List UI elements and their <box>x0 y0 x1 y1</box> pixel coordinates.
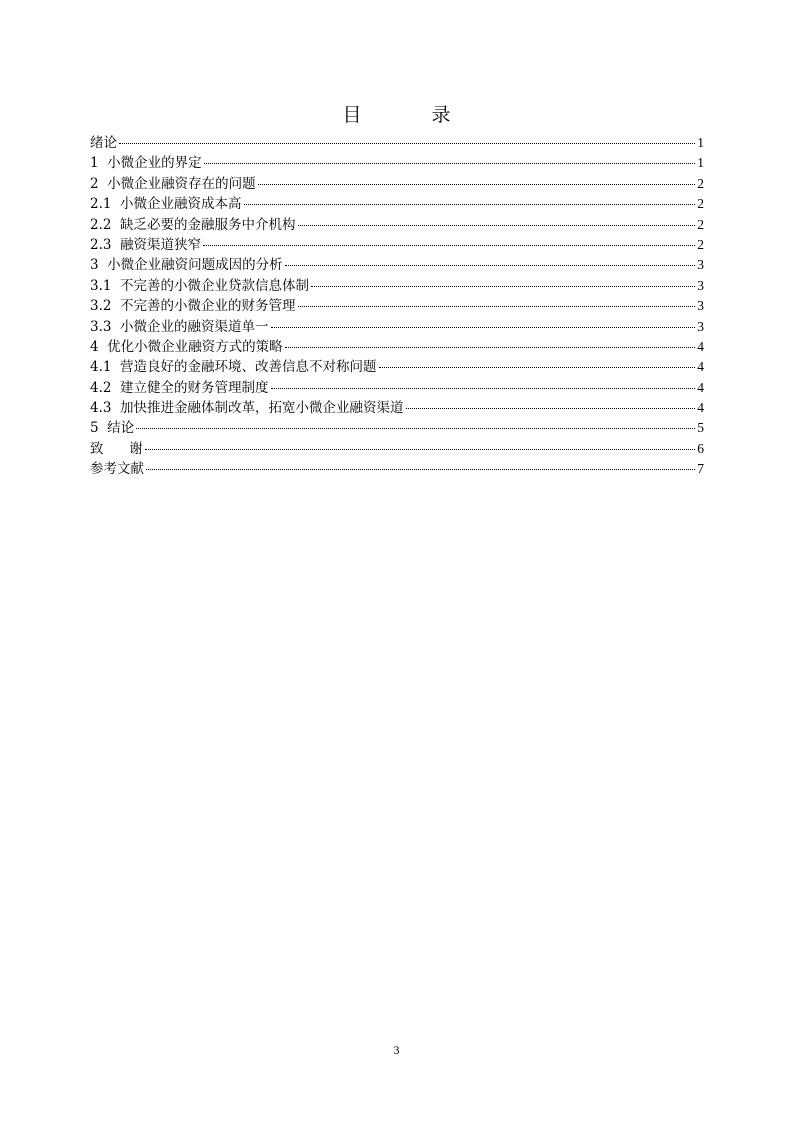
toc-entry-label: 1 小微企业的界定 <box>90 155 202 172</box>
toc-entry-label: 3 小微企业融资问题成因的分析 <box>90 257 283 274</box>
toc-entry[interactable] <box>90 337 704 357</box>
dot-leader <box>204 163 696 164</box>
toc-entry[interactable] <box>90 235 704 255</box>
toc-entry-page: 2 <box>697 236 704 252</box>
toc-entry[interactable] <box>90 357 704 377</box>
toc-entry-page: 2 <box>697 216 704 232</box>
toc-entry-page: 4 <box>697 400 704 416</box>
toc-entry-page: 6 <box>697 440 704 456</box>
dot-leader <box>379 367 696 368</box>
toc-entry-page: 1 <box>697 135 704 150</box>
toc-entry-label: 2.3 融资渠道狭窄 <box>90 236 202 253</box>
toc-entry[interactable] <box>90 153 704 173</box>
toc-entry[interactable] <box>90 296 704 316</box>
dot-leader <box>311 286 695 287</box>
toc-entry-label: 4.1 营造良好的金融环境、改善信息不对称问题 <box>90 359 377 376</box>
toc-entry-label: 5 结论 <box>90 420 135 437</box>
toc-entry-page: 7 <box>697 461 704 477</box>
toc-entry-page: 4 <box>697 359 704 375</box>
dot-leader <box>271 327 696 328</box>
page-number: 3 <box>393 1043 400 1057</box>
toc-entry-page: 3 <box>697 257 704 273</box>
toc-entry[interactable] <box>90 378 704 398</box>
toc-entry[interactable] <box>90 418 704 438</box>
toc-entry[interactable] <box>90 398 704 418</box>
toc-entry-page: 1 <box>697 155 704 171</box>
dot-leader <box>271 388 696 389</box>
dot-leader <box>285 265 696 266</box>
toc-entry[interactable] <box>90 439 704 459</box>
toc-entry-page: 3 <box>697 277 704 293</box>
toc-entry-page: 4 <box>697 338 704 354</box>
toc-entry-label: 致 谢 <box>90 440 143 457</box>
toc-entry[interactable] <box>90 255 704 275</box>
toc-entry-page: 2 <box>697 196 704 212</box>
toc-entry-page: 3 <box>697 298 704 314</box>
toc-entry[interactable] <box>90 276 704 296</box>
toc-entry-page: 2 <box>697 175 704 191</box>
toc-entry-page: 3 <box>697 318 704 334</box>
toc-entry-label: 2 小微企业融资存在的问题 <box>90 175 256 192</box>
toc-entry[interactable] <box>90 133 704 153</box>
toc-entry[interactable] <box>90 174 704 194</box>
dot-leader <box>258 184 696 185</box>
toc-entry-label: 3.3 小微企业的融资渠道单一 <box>90 318 269 335</box>
dot-leader <box>146 469 695 470</box>
toc-entry-label: 4.2 建立健全的财务管理制度 <box>90 379 269 396</box>
toc-entry-page: 4 <box>697 379 704 395</box>
toc-entry[interactable] <box>90 317 704 337</box>
toc-title: 目 录 <box>342 104 483 126</box>
toc-entry-label: 2.1 小微企业融资成本高 <box>90 196 242 213</box>
toc-entry[interactable] <box>90 459 704 479</box>
dot-leader <box>406 408 696 409</box>
dot-leader <box>244 204 696 205</box>
dot-leader <box>285 347 696 348</box>
dot-leader <box>298 306 696 307</box>
toc-entry-label: 4 优化小微企业融资方式的策略 <box>90 338 283 355</box>
toc-entry[interactable] <box>90 215 704 235</box>
toc-entry-label: 2.2 缺乏必要的金融服务中介机构 <box>90 216 296 233</box>
dot-leader <box>145 449 696 450</box>
toc-entry-label: 3.2 不完善的小微企业的财务管理 <box>90 298 296 315</box>
toc-entry-label: 绪论 <box>90 135 117 151</box>
toc-entry-page: 5 <box>697 420 704 436</box>
toc-entry-label: 4.3 加快推进金融体制改革，拓宽小微企业融资渠道 <box>90 400 404 417</box>
dot-leader <box>298 225 696 226</box>
toc-entry-label: 参考文献 <box>90 461 144 478</box>
toc-entry[interactable] <box>90 194 704 214</box>
toc-entry-label: 3.1 不完善的小微企业贷款信息体制 <box>90 277 310 294</box>
dot-leader <box>119 143 695 144</box>
dot-leader <box>203 245 695 246</box>
dot-leader <box>136 428 695 429</box>
toc-list <box>90 133 704 480</box>
